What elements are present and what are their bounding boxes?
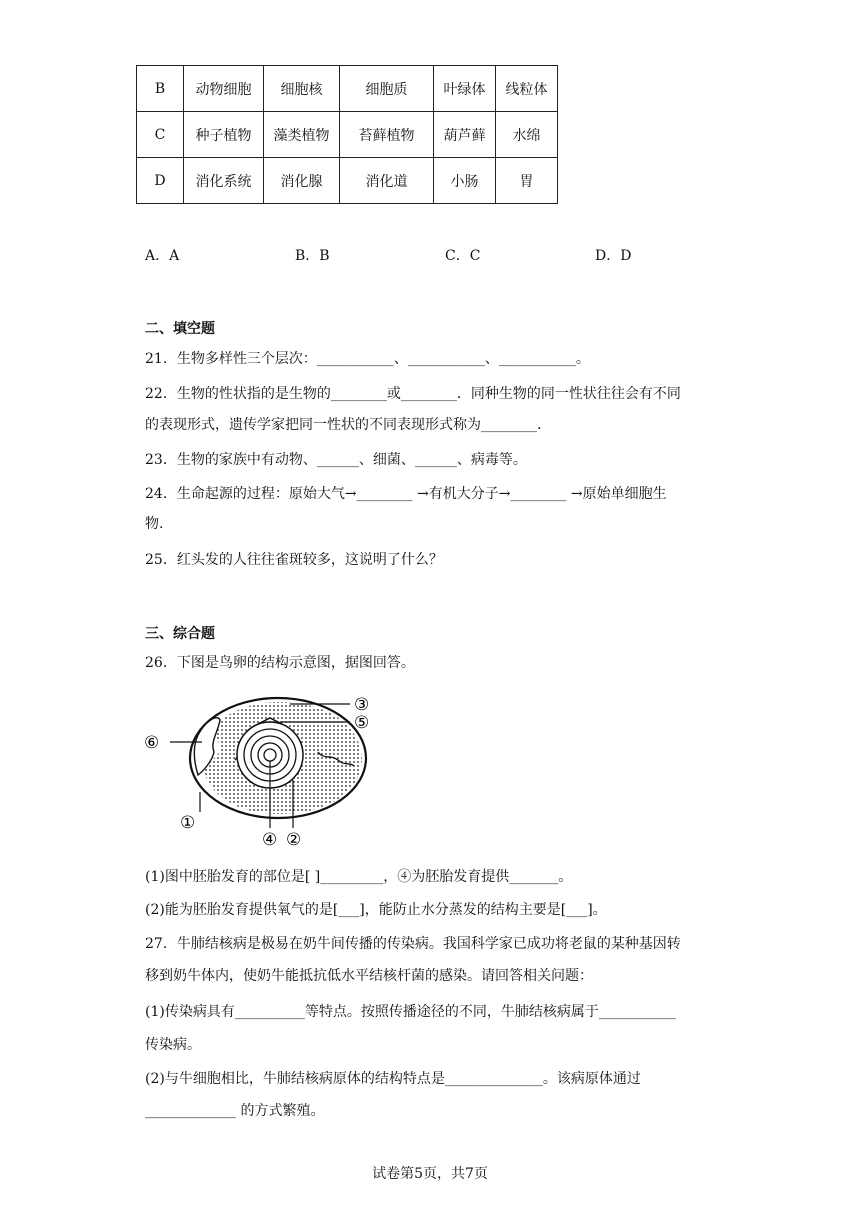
question-25: 25．红头发的人往往雀斑较多，这说明了什么？ (145, 552, 443, 568)
table-cell: 细胞核 (264, 66, 340, 112)
table-cell: 细胞质 (340, 66, 434, 112)
label-5: ⑤ (354, 713, 370, 733)
bird-egg-diagram (140, 680, 400, 850)
section-title: 二、填空题 (145, 321, 215, 337)
question-27-line2: 移到奶牛体内，使奶牛能抵抗低水平结核杆菌的感染。请回答相关问题： (145, 968, 593, 984)
table-cell: 水绵 (496, 112, 558, 158)
table-row (137, 66, 558, 112)
table-cell: D (137, 158, 184, 204)
page-footer: 试卷第5页，共7页 (372, 1166, 488, 1182)
question-22-line1: 22．生物的性状指的是生物的________或________．同种生物的同一性状往往会有不同 (145, 386, 681, 402)
section-title: 三、综合题 (145, 626, 215, 642)
question-26-2: (2)能为胚胎发育提供氧气的是[___]，能防止水分蒸发的结构主要是[___]。 (145, 902, 607, 918)
question-26-1: (1)图中胚胎发育的部位是[ ]_________，④为胚胎发育提供_______。 (145, 869, 573, 885)
label-1: ① (180, 813, 196, 833)
choice-c: C．C (445, 248, 481, 264)
question-27-2-line1: (2)与牛细胞相比，牛肺结核病原体的结构特点是______________。该病原体通过 (145, 1071, 641, 1087)
table-row (137, 112, 558, 158)
table-cell: 线粒体 (496, 66, 558, 112)
question-22-line2: 的表现形式，遗传学家把同一性状的不同表现形式称为________. (145, 417, 542, 433)
table-cell: 胃 (496, 158, 558, 204)
choice-a: A．A (145, 248, 180, 264)
table-cell: 小肠 (434, 158, 496, 204)
label-2: ② (286, 830, 302, 850)
table-cell: 动物细胞 (184, 66, 264, 112)
table-cell: 消化道 (340, 158, 434, 204)
table-cell: 种子植物 (184, 112, 264, 158)
label-4: ④ (262, 830, 278, 850)
question-24-line1: 24．生命起源的过程：原始大气→________ →有机大分子→________ →原始单细胞生 (145, 486, 667, 502)
question-27-1-line1: (1)传染病具有__________等特点。按照传播途径的不同，牛肺结核病属于___________ (145, 1004, 676, 1020)
table-cell: 苔藓植物 (340, 112, 434, 158)
table-cell: 藻类植物 (264, 112, 340, 158)
table-row (137, 158, 558, 204)
question-27-1-line2: 传染病。 (145, 1037, 201, 1053)
table-cell: 葫芦藓 (434, 112, 496, 158)
table-cell: B (137, 66, 184, 112)
question-26: 26．下图是鸟卵的结构示意图，据图回答。 (145, 655, 415, 671)
choice-d: D．D (595, 248, 632, 264)
table-cell: 叶绿体 (434, 66, 496, 112)
question-21: 21．生物多样性三个层次：___________、___________、___________。 (145, 351, 590, 367)
question-27-2-line2: _____________ 的方式繁殖。 (145, 1103, 325, 1119)
question-23: 23．生物的家族中有动物、______、细菌、______、病毒等。 (145, 452, 527, 468)
label-3: ③ (354, 695, 370, 715)
question-24-line2: 物. (145, 516, 164, 532)
table-cell: 消化腺 (264, 158, 340, 204)
label-6: ⑥ (144, 733, 160, 753)
question-27-line1: 27．牛肺结核病是极易在奶牛间传播的传染病。我国科学家已成功将老鼠的某种基因转 (145, 936, 681, 952)
choice-b: B．B (295, 248, 330, 264)
table-cell: 消化系统 (184, 158, 264, 204)
table-cell: C (137, 112, 184, 158)
options-table (136, 65, 558, 204)
